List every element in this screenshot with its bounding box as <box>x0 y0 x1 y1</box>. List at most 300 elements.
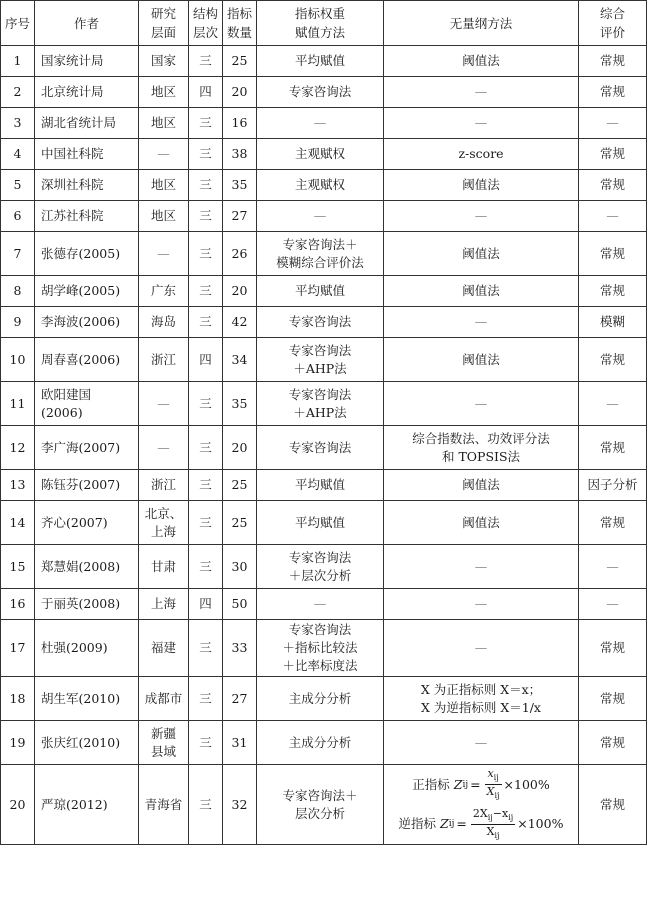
normalization-cell <box>384 276 579 307</box>
lhs-symbol: Z <box>453 776 463 792</box>
empty-dash: — <box>474 734 488 750</box>
normalization-cell <box>384 589 579 620</box>
evaluation-cell-text: 常规 <box>599 283 625 298</box>
level-cell <box>139 307 189 338</box>
evaluation-cell-text: 常规 <box>599 439 625 455</box>
empty-dash: — <box>313 596 327 611</box>
header-line: 研究 <box>150 6 176 21</box>
count-cell-text: 35 <box>231 395 248 411</box>
level-cell <box>139 170 189 201</box>
header-count <box>223 1 257 46</box>
normalization-cell <box>384 677 579 721</box>
count-cell <box>223 677 257 721</box>
weight-method-cell-text: 专家咨询法 <box>288 622 352 637</box>
author-cell-text: 国家统计局 <box>41 53 104 68</box>
layers-cell-text: 三 <box>199 115 212 130</box>
row-number <box>1 721 35 765</box>
author-cell-text: 胡学峰(2005) <box>41 283 121 298</box>
author-cell-text: 郑慧娟(2008) <box>41 558 121 574</box>
evaluation-cell-text: 常规 <box>599 177 625 192</box>
empty-dash: — <box>157 245 170 261</box>
author-cell <box>35 382 139 426</box>
count-cell-text: 38 <box>231 146 248 161</box>
percent-tail: ×100% <box>517 816 564 832</box>
weight-method-cell-text: 平均赋值 <box>294 514 345 530</box>
layers-cell <box>189 276 223 307</box>
normalization-cell-text: 阈值法 <box>462 53 500 68</box>
weight-method-cell-text: ＋指标比较法 <box>282 640 358 655</box>
header-line: 综合 <box>599 6 625 21</box>
author-cell <box>35 108 139 139</box>
author-cell <box>35 677 139 721</box>
layers-cell <box>189 545 223 589</box>
row-number-text: 11 <box>9 395 26 411</box>
row-number <box>1 232 35 276</box>
evaluation-cell-text: 常规 <box>599 690 625 706</box>
layers-cell <box>189 108 223 139</box>
weight-method-cell <box>257 545 384 589</box>
table-row <box>1 46 647 77</box>
row-number <box>1 170 35 201</box>
weight-method-cell-text: 专家咨询法 <box>288 84 352 99</box>
header-line: 数量 <box>226 25 252 40</box>
evaluation-cell-text: 常规 <box>599 796 625 812</box>
fraction <box>471 807 515 842</box>
level-cell-text: 地区 <box>150 115 176 130</box>
layers-cell-text: 三 <box>199 245 212 261</box>
header-evaluation <box>579 1 647 46</box>
count-cell-text: 30 <box>231 558 248 574</box>
normalization-cell-text: X 为正指标则 X＝x； <box>420 681 542 697</box>
count-cell-text: 35 <box>231 177 248 192</box>
layers-cell-text: 三 <box>199 640 212 655</box>
empty-dash: — <box>474 596 488 611</box>
empty-dash: — <box>474 395 488 411</box>
author-cell-text: 李广海(2007) <box>41 439 121 455</box>
row-number <box>1 77 35 108</box>
table-row <box>1 382 647 426</box>
normalization-cell <box>384 338 579 382</box>
weight-method-cell <box>257 382 384 426</box>
count-cell <box>223 232 257 276</box>
header-layers <box>189 1 223 46</box>
percent-tail: ×100% <box>503 776 550 792</box>
count-cell-text: 26 <box>231 245 248 261</box>
author-cell-text: 北京统计局 <box>41 84 104 99</box>
row-number <box>1 765 35 845</box>
level-cell <box>139 232 189 276</box>
row-number <box>1 108 35 139</box>
count-cell-text: 20 <box>231 283 248 298</box>
author-cell-text: 张庆红(2010) <box>41 734 121 750</box>
row-number-text: 1 <box>13 53 22 68</box>
empty-dash: — <box>606 208 619 223</box>
level-cell-text: 青海省 <box>144 796 183 812</box>
weight-method-cell-text: 专家咨询法＋ <box>282 236 358 252</box>
evaluation-cell <box>579 201 647 232</box>
layers-cell-text: 三 <box>199 558 212 574</box>
weight-method-cell <box>257 338 384 382</box>
empty-dash: — <box>474 314 488 329</box>
evaluation-cell-text: 常规 <box>599 146 625 161</box>
author-cell-text: 欧阳建国 <box>41 386 92 402</box>
count-cell <box>223 170 257 201</box>
empty-dash: — <box>606 558 619 574</box>
normalization-cell-text: 和 TOPSIS法 <box>441 448 521 464</box>
table-row <box>1 545 647 589</box>
weight-method-cell <box>257 232 384 276</box>
empty-dash: — <box>313 208 327 223</box>
evaluation-cell-text: 模糊 <box>599 314 625 329</box>
layers-cell-text: 四 <box>199 84 212 99</box>
header-line: 层面 <box>150 25 176 40</box>
author-cell-text: 于丽英(2008) <box>41 596 121 611</box>
layers-cell-text: 三 <box>199 690 212 706</box>
weight-method-cell <box>257 276 384 307</box>
count-cell-text: 27 <box>231 208 248 223</box>
level-cell <box>139 139 189 170</box>
count-cell <box>223 545 257 589</box>
weight-method-cell <box>257 589 384 620</box>
header-no <box>1 1 35 46</box>
row-number-text: 7 <box>13 245 22 261</box>
row-number-text: 10 <box>9 351 26 367</box>
row-number-text: 6 <box>13 208 22 223</box>
author-cell <box>35 721 139 765</box>
count-cell <box>223 77 257 108</box>
evaluation-cell-text: 常规 <box>599 351 625 367</box>
evaluation-cell <box>579 677 647 721</box>
table-row <box>1 276 647 307</box>
weight-method-cell-text: 主成分分析 <box>288 734 352 750</box>
table-row <box>1 470 647 501</box>
count-cell <box>223 589 257 620</box>
level-cell <box>139 620 189 677</box>
fraction-denominator <box>485 785 502 802</box>
header-level <box>139 1 189 46</box>
row-number-text: 9 <box>13 314 22 329</box>
table-row <box>1 108 647 139</box>
layers-cell-text: 三 <box>199 439 212 455</box>
table-row <box>1 721 647 765</box>
layers-cell-text: 三 <box>199 283 212 298</box>
header-normalization <box>384 1 579 46</box>
table-row <box>1 501 647 545</box>
count-cell <box>223 139 257 170</box>
author-cell <box>35 620 139 677</box>
fraction-numerator <box>471 807 515 825</box>
numerator-subscript: ij <box>493 773 499 783</box>
header-line: 无量纲方法 <box>449 15 513 31</box>
author-cell <box>35 201 139 232</box>
row-number-text: 17 <box>9 640 26 655</box>
layers-cell <box>189 620 223 677</box>
level-cell-text: 广东 <box>150 283 176 298</box>
lhs-subscript: ij <box>462 779 469 790</box>
numerator-symbol: x <box>487 767 494 781</box>
author-cell-text: (2006) <box>41 404 83 420</box>
table-row <box>1 426 647 470</box>
level-cell <box>139 589 189 620</box>
layers-cell <box>189 201 223 232</box>
count-cell <box>223 108 257 139</box>
normalization-cell-text: 阈值法 <box>462 177 500 192</box>
weight-method-cell-text: 专家咨询法 <box>288 549 352 565</box>
author-cell <box>35 77 139 108</box>
weight-method-cell <box>257 201 384 232</box>
level-cell <box>139 470 189 501</box>
fraction-numerator <box>485 767 502 785</box>
level-cell-text: 上海 <box>150 596 176 611</box>
level-cell-text: 地区 <box>150 177 176 192</box>
weight-method-cell <box>257 46 384 77</box>
evaluation-cell <box>579 170 647 201</box>
denominator-symbol: X <box>486 824 495 838</box>
header-line: 作者 <box>73 15 99 31</box>
level-cell-text: 海岛 <box>150 314 176 329</box>
layers-cell-text: 三 <box>199 796 212 812</box>
layers-cell-text: 三 <box>199 146 212 161</box>
count-cell-text: 42 <box>231 314 248 329</box>
weight-method-cell-text: 层次分析 <box>294 805 345 821</box>
layers-cell <box>189 170 223 201</box>
level-cell-text: 地区 <box>150 208 176 223</box>
count-cell <box>223 470 257 501</box>
count-cell-text: 25 <box>231 514 248 530</box>
count-cell-text: 20 <box>231 439 248 455</box>
evaluation-cell <box>579 108 647 139</box>
evaluation-cell-text: 常规 <box>599 84 625 99</box>
layers-cell-text: 三 <box>199 477 212 492</box>
count-cell <box>223 307 257 338</box>
table-row <box>1 765 647 845</box>
count-cell-text: 32 <box>231 796 248 812</box>
evaluation-cell <box>579 470 647 501</box>
layers-cell <box>189 677 223 721</box>
weight-method-cell <box>257 139 384 170</box>
weight-method-cell <box>257 721 384 765</box>
layers-cell <box>189 470 223 501</box>
empty-dash: — <box>606 596 619 611</box>
weight-method-cell <box>257 108 384 139</box>
weight-method-cell-text: 专家咨询法 <box>288 342 352 358</box>
evaluation-cell-text: 常规 <box>599 640 625 655</box>
normalization-cell-text: 综合指数法、功效评分法 <box>412 430 550 446</box>
layers-cell-text: 四 <box>199 351 212 367</box>
count-cell-text: 16 <box>231 115 248 130</box>
normalization-cell <box>384 77 579 108</box>
author-cell <box>35 46 139 77</box>
level-cell <box>139 201 189 232</box>
author-cell <box>35 501 139 545</box>
empty-dash: — <box>474 640 488 655</box>
normalization-cell <box>384 501 579 545</box>
evaluation-cell <box>579 46 647 77</box>
table-row <box>1 338 647 382</box>
empty-dash: — <box>157 395 170 411</box>
weight-method-cell <box>257 307 384 338</box>
evaluation-cell-text: 因子分析 <box>587 477 638 492</box>
normalization-cell-text: 阈值法 <box>462 351 500 367</box>
level-cell <box>139 426 189 470</box>
author-cell-text: 中国社科院 <box>41 146 104 161</box>
level-cell-text: 国家 <box>150 53 176 68</box>
layers-cell-text: 三 <box>199 314 212 329</box>
row-number-text: 20 <box>9 796 26 812</box>
layers-cell-text: 三 <box>199 177 212 192</box>
level-cell <box>139 545 189 589</box>
table-row <box>1 620 647 677</box>
author-cell-text: 李海波(2006) <box>41 314 121 329</box>
layers-cell-text: 三 <box>199 734 212 750</box>
normalization-cell-text: z-score <box>458 146 504 161</box>
count-cell-text: 25 <box>231 477 248 492</box>
author-cell-text: 胡生军(2010) <box>41 690 121 706</box>
level-cell <box>139 382 189 426</box>
table-row <box>1 139 647 170</box>
author-cell-text: 江苏社科院 <box>41 208 104 223</box>
header-weight-method <box>257 1 384 46</box>
row-number <box>1 139 35 170</box>
header-line: 评价 <box>599 25 625 40</box>
row-number-text: 14 <box>9 514 26 530</box>
table-row <box>1 232 647 276</box>
count-cell <box>223 620 257 677</box>
count-cell <box>223 276 257 307</box>
level-cell <box>139 765 189 845</box>
author-cell-text: 严琼(2012) <box>41 796 108 812</box>
row-number <box>1 426 35 470</box>
layers-cell <box>189 46 223 77</box>
table-row <box>1 307 647 338</box>
normalization-cell <box>384 470 579 501</box>
normalization-cell <box>384 721 579 765</box>
author-cell <box>35 338 139 382</box>
normalization-cell <box>384 232 579 276</box>
evaluation-cell <box>579 232 647 276</box>
weight-method-cell-text: 专家咨询法 <box>288 439 352 455</box>
count-cell <box>223 765 257 845</box>
weight-method-cell-text: 平均赋值 <box>294 53 345 68</box>
normalization-cell <box>384 620 579 677</box>
author-cell <box>35 426 139 470</box>
row-number-text: 3 <box>13 115 22 130</box>
level-cell <box>139 338 189 382</box>
author-cell-text: 深圳社科院 <box>41 177 104 192</box>
weight-method-cell <box>257 501 384 545</box>
level-cell-text: 上海 <box>150 523 176 539</box>
fraction-denominator <box>471 825 515 842</box>
row-number <box>1 620 35 677</box>
row-number-text: 8 <box>13 283 22 298</box>
level-cell <box>139 677 189 721</box>
level-cell-text: 浙江 <box>150 477 176 492</box>
weight-method-cell <box>257 470 384 501</box>
row-number-text: 12 <box>9 439 26 455</box>
denominator-subscript: ij <box>494 791 500 801</box>
empty-dash: — <box>606 395 619 411</box>
count-cell <box>223 426 257 470</box>
table-header-row <box>1 1 647 46</box>
row-number <box>1 382 35 426</box>
header-author <box>35 1 139 46</box>
level-cell <box>139 276 189 307</box>
layers-cell <box>189 77 223 108</box>
level-cell-text: 地区 <box>150 84 176 99</box>
author-cell <box>35 589 139 620</box>
pos-formula-line <box>387 767 575 802</box>
weight-method-cell-text: 专家咨询法＋ <box>282 787 358 803</box>
header-line: 层次 <box>192 25 218 40</box>
layers-cell <box>189 307 223 338</box>
empty-dash: — <box>474 84 488 99</box>
lhs-symbol: Z <box>440 816 449 832</box>
empty-dash: — <box>157 439 170 455</box>
level-cell <box>139 721 189 765</box>
empty-dash: — <box>474 115 488 130</box>
author-cell-text: 张德存(2005) <box>41 245 121 261</box>
weight-method-cell <box>257 765 384 845</box>
count-cell <box>223 338 257 382</box>
evaluation-cell <box>579 545 647 589</box>
row-number <box>1 307 35 338</box>
row-number <box>1 46 35 77</box>
count-cell <box>223 382 257 426</box>
evaluation-cell-text: 常规 <box>599 734 625 750</box>
level-cell <box>139 108 189 139</box>
normalization-cell <box>384 139 579 170</box>
author-cell <box>35 765 139 845</box>
layers-cell <box>189 721 223 765</box>
evaluation-cell <box>579 765 647 845</box>
empty-dash: — <box>157 146 170 161</box>
empty-dash: — <box>606 115 619 130</box>
row-number <box>1 545 35 589</box>
weight-method-cell-text: ＋比率标度法 <box>282 658 358 673</box>
count-cell <box>223 501 257 545</box>
table-body <box>1 46 647 845</box>
row-number-text: 18 <box>9 690 26 706</box>
level-cell <box>139 501 189 545</box>
table-row <box>1 677 647 721</box>
count-cell-text: 31 <box>231 734 248 750</box>
weight-method-cell-text: 平均赋值 <box>294 477 345 492</box>
weight-method-cell-text: 模糊综合评价法 <box>276 254 364 270</box>
weight-method-cell-text: ＋AHP法 <box>293 404 347 420</box>
level-cell <box>139 46 189 77</box>
table-row <box>1 589 647 620</box>
level-cell-text: 福建 <box>150 640 176 655</box>
normalization-cell <box>384 382 579 426</box>
normalization-cell <box>384 170 579 201</box>
count-cell-text: 25 <box>231 53 248 68</box>
evaluation-cell <box>579 501 647 545</box>
author-cell <box>35 170 139 201</box>
row-number <box>1 276 35 307</box>
normalization-cell <box>384 201 579 232</box>
numerator-minus: −x <box>492 806 509 820</box>
pos-label: 正指标 <box>412 776 450 792</box>
count-cell <box>223 46 257 77</box>
normalization-cell <box>384 545 579 589</box>
header-line: 指标 <box>226 6 252 21</box>
row-number-text: 4 <box>13 146 22 161</box>
weight-method-cell-text: ＋层次分析 <box>288 567 352 583</box>
numerator-subscript: ij <box>487 812 493 822</box>
author-cell-text: 齐心(2007) <box>41 514 108 530</box>
denominator-subscript: ij <box>494 830 500 840</box>
normalization-cell <box>384 108 579 139</box>
